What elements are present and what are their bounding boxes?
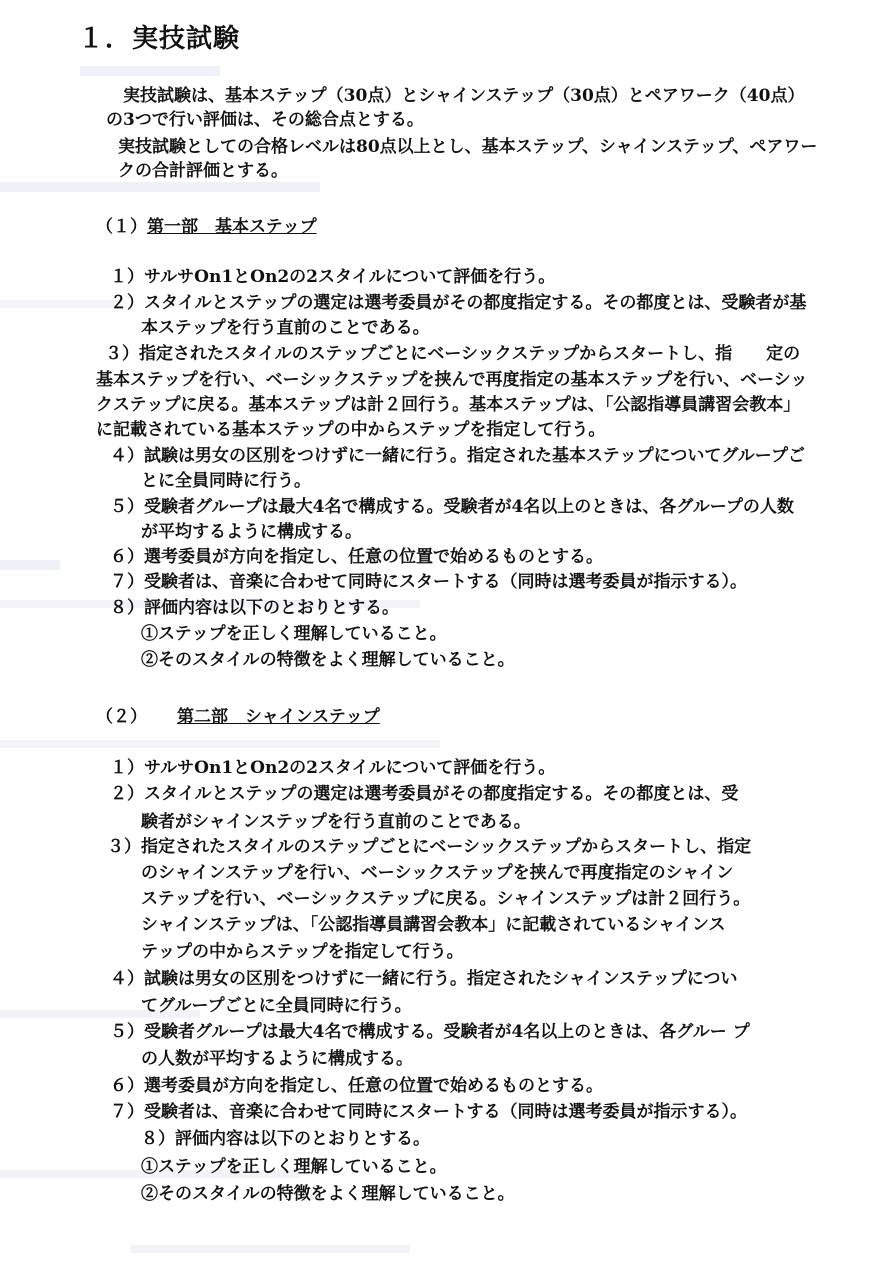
list-item: クステップに戻る。基本ステップは計２回行う。基本ステップは、「公認指導員講習会教本」	[96, 395, 801, 415]
page-title: １．実技試験	[78, 24, 241, 54]
list-item: テップの中からステップを指定して行う。	[141, 942, 464, 962]
section-heading	[96, 212, 317, 237]
bleed-through-mark	[130, 1245, 410, 1253]
intro-line: 実技試験としての合格レベルは80点以上とし、基本ステップ、シャインステップ、ペアワー	[118, 137, 818, 157]
list-item: ６）選考委員が方向を指定し、任意の位置で始めるものとする。	[110, 1076, 603, 1096]
list-item: ６）選考委員が方向を指定し、任意の位置で始めるものとする。	[110, 547, 603, 567]
intro-line: 実技試験は、基本ステップ（30点）とシャインステップ（30点）とペアワーク（40点）	[123, 86, 805, 106]
list-item: てグループごとに全員同時に行う。	[141, 996, 412, 1016]
section-heading	[96, 702, 380, 727]
bleed-through-mark	[80, 66, 220, 76]
bleed-through-mark	[0, 300, 120, 308]
list-item: ３）指定されたスタイルのステップごとにベーシックステップからスタートし、指定	[107, 837, 752, 857]
list-item: 基本ステップを行い、ベーシックステップを挟んで再度指定の基本ステップを行い、ベーシッ	[96, 370, 808, 390]
bleed-through-mark	[0, 182, 320, 192]
list-item: とに全員同時に行う。	[141, 471, 311, 491]
list-item: ステップを行い、ベーシックステップに戻る。シャインステップは計２回行う。	[141, 889, 751, 909]
intro-line: の3つで行い評価は、その総合点とする。	[106, 110, 424, 130]
list-item: １）サルサOn1とOn2の2スタイルについて評価を行う。	[110, 267, 556, 287]
bleed-through-mark	[0, 560, 60, 570]
list-item: 験者がシャインステップを行う直前のことである。	[141, 812, 531, 832]
list-item: が平均するように構成する。	[141, 522, 362, 542]
list-item: のシャインステップを行い、ベーシックステップを挟んで再度指定のシャイン	[141, 863, 734, 883]
intro-line: クの合計評価とする。	[118, 161, 288, 181]
list-item: １）サルサOn1とOn2の2スタイルについて評価を行う。	[110, 758, 556, 778]
list-item: ２）スタイルとステップの選定は選考委員がその都度指定する。その都度とは、受験者が基	[110, 293, 807, 313]
list-item: ５）受験者グループは最大4名で構成する。受験者が4名以上のときは、各グループの人数	[110, 497, 794, 517]
list-item: ７）受験者は、音楽に合わせて同時にスタートする（同時は選考委員が指示する）。	[110, 572, 747, 592]
list-item: 本ステップを行う直前のことである。	[141, 318, 430, 338]
section-title: 第一部 基本ステップ	[147, 217, 317, 237]
bleed-through-mark	[0, 740, 440, 748]
list-item: ３）指定されたスタイルのステップごとにベーシックステップからスタートし、指 定の	[105, 344, 801, 364]
section-title: 第二部 シャインステップ	[177, 707, 380, 727]
list-item: ４）試験は男女の区別をつけずに一緒に行う。指定された基本ステップについてグループご	[110, 446, 805, 466]
list-item: ５）受験者グループは最大4名で構成する。受験者が4名以上のときは、各グルー プ	[110, 1022, 750, 1042]
section-number: （１）	[96, 217, 147, 237]
list-item: ②そのスタイルの特徴をよく理解していること。	[141, 1184, 515, 1204]
list-item: ８）評価内容は以下のとおりとする。	[110, 598, 399, 618]
section-number: （２）	[96, 707, 147, 727]
list-item: シャインステップは、「公認指導員講習会教本」に記載されているシャインス	[141, 915, 726, 935]
list-item: ７）受験者は、音楽に合わせて同時にスタートする（同時は選考委員が指示する）。	[110, 1102, 747, 1122]
list-item: の人数が平均するように構成する。	[141, 1049, 413, 1069]
list-item: ８）評価内容は以下のとおりとする。	[141, 1129, 430, 1149]
list-item: ２）スタイルとステップの選定は選考委員がその都度指定する。その都度とは、受	[110, 784, 739, 804]
list-item: ①ステップを正しく理解していること。	[141, 624, 447, 644]
list-item: に記載されている基本ステップの中からステップを指定して行う。	[96, 420, 606, 440]
list-item: ４）試験は男女の区別をつけずに一緒に行う。指定されたシャインステップについ	[110, 969, 738, 989]
list-item: ①ステップを正しく理解していること。	[141, 1157, 447, 1177]
list-item: ②そのスタイルの特徴をよく理解していること。	[141, 650, 515, 670]
